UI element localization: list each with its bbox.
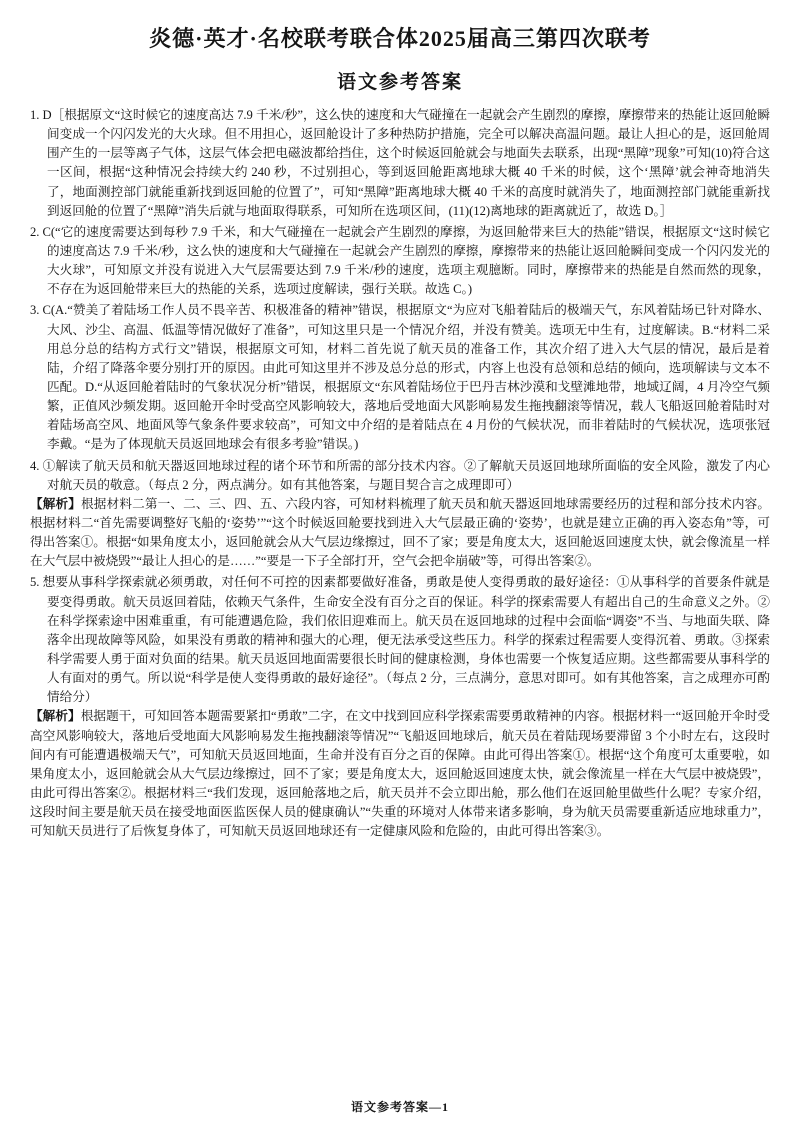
page-footer: 语文参考答案—1 xyxy=(350,1100,449,1114)
answer-paragraph xyxy=(30,223,770,300)
item-number: 5. xyxy=(30,575,40,590)
exam-title: 炎德·英才·名校联考联合体2025届高三第四次联考 xyxy=(149,26,651,51)
answer-paragraph xyxy=(30,106,770,221)
answer-item-4 xyxy=(30,457,770,572)
analysis-paragraph xyxy=(30,707,770,841)
answer-text: C(“它的速度需要达到每秒 7.9 千米，和大气碰撞在一起就会产生剧烈的摩擦，为返回舱带来巨大的热能”错误，根据原文“这时候它的速度高达 7.9 千米/秒，这么快的速度和大气碰撞在一起就会产生剧烈的摩擦，摩擦带来的热能让返回舱瞬间变成一个闪闪发光的大火球”，可知原文并没有说进入大气层需要达到 7.9 千米/秒的速度，选项主观臆断。同时，摩擦带来的热能是自然而然的现象，不存在为返回舱带来巨大的热能的关系，选项过度解读，强行关联。故选 C。) xyxy=(42,224,770,297)
analysis-text: 根据题干，可知回答本题需要紧扣“勇敢”二字，在文中找到回应科学探索需要勇敢精神的内容。根据材料一“返回舱开伞时受高空风影响较大，落地后受地面大风影响易发生拖拽翻滚等情况”“飞船返回地球后，航天员在着陆现场要滞留 3 个小时左右，这段时间内有可能遭遇极端天气”，可知航天员返回地面，生命并没有百分之百的保障。由此可得出答案①。根据“这个角度可太重要啦，如果角度太小，返回舱就会从大气层边缘擦过，回不了家；要是角度太大，返回舱返回速度太快，就会像流星一样在大气层中被烧毁”，由此可得出答案②。根据材料三“我们发现，返回舱落地之后，航天员并不会立即出舱，那么他们在返回舱里做些什么呢？专家介绍，这段时间主要是航天员在接受地面医监医保人员的健康确认”“失重的环境对人体带来诸多影响，身为航天员需要重新适应地球重力”，可知航天员进行了后恢复身体了，可知航天员返回地球还有一定健康风险和危险的，由此可得出答案③。 xyxy=(30,709,770,839)
answers-list xyxy=(30,106,770,843)
answer-text: C(A.“赞美了着陆场工作人员不畏辛苦、积极准备的精神”错误，根据原文“为应对飞船着陆后的极端天气，东风着陆场已针对降水、大风、沙尘、高温、低温等情况做好了准备”，可知这里只是一个情况介绍，并没有赞美。选项无中生有，过度解读。B.“材料二采用总分总的结构方式行文”错误，根据原文可知，材料二首先说了航天员的准备工作，其次介绍了进入大气层的情况，最后是着陆，介绍了降落伞要分别打开的原因。由此可知这里并不涉及总分总的形式，内容上也没有总领和总结的倾向，选项解读与文本不匹配。D.“从返回舱着陆时的气象状况分析”错误，根据原文“东风着陆场位于巴丹吉林沙漠和戈壁滩地带，地域辽阔，4 月冷空气频繁，正值风沙频发期。返回舱开伞时受高空风影响较大，落地后受地面大风影响易发生拖拽翻滚等情况，载人飞船返回舱着陆时对着陆场高空风、地面风等气象条件要求较高”，可知文中介绍的是着陆点在 4 月份的气候状况，而非着陆时的气候状况，选项张冠李戴。“是为了体现航天员返回地球会有很多考验”错误。) xyxy=(42,303,770,452)
page-title: 语文参考答案 xyxy=(336,72,463,93)
analysis-text: 根据材料二第一、二、三、四、五、六段内容，可知材料梳理了航天员和航天器返回地球需要经历的过程和部分技术内容。根据材料二“首先需要调整好飞船的‘姿势’”“这个时候返回舱要找到进入大气层最正确的‘姿势’，也就是建立正确的再入姿态角”等，可得出答案①。根据“如果角度太小，返回舱就会从大气层边缘擦过，回不了家；要是角度太大，返回舱返回速度太快，就会像流星一样在大气层中被烧毁”“最让人担心的是……”“要是一下子全部打开，空气会把伞崩破”等，可得出答案②。 xyxy=(30,496,771,569)
answer-text: ①解读了航天员和航天器返回地球过程的诸个环节和所需的部分技术内容。②了解航天员返回地球所面临的安全风险，激发了内心对航天员的敬意。（每点 2 分，两点满分。如有其他答案，与题目契合言之成理即可） xyxy=(42,458,770,492)
answer-item-5 xyxy=(30,573,770,841)
answer-item-1 xyxy=(30,106,770,221)
answer-paragraph xyxy=(30,573,770,707)
analysis-label: 【解析】 xyxy=(30,496,82,511)
answer-item-2 xyxy=(30,223,770,300)
answer-text: 想要从事科学探索就必须勇敢，对任何不可控的因素都要做好准备，勇敢是使人变得勇敢的最好途径：①从事科学的首要条件就是要变得勇敢。航天员返回着陆，依赖天气条件，生命安全没有百分之百的保证。科学的探索需要人有超出自己的生命意义之外。②在科学探索途中困难重重，有可能遭遇危险，我们依旧迎难而上。航天员在返回地球的过程中会面临“调姿”不当、与地面失联、降落伞出现故障等风险，如果没有勇敢的精神和强大的心理，便无法承受这些压力。科学的探索过程需要人变得沉着、勇敢。③探索科学需要人勇于面对负面的结果。航天员返回地面需要很长时间的健康检测，身体也需要一个恢复适应期。这些都需要从事科学的人有面对的勇气。所以说“科学是使人变得勇敢的最好途径”。（每点 2 分，三点满分，意思对即可。如有其他答案，言之成理亦可酌情给分） xyxy=(42,575,770,705)
item-number: 4. xyxy=(30,458,40,473)
answer-text: D［根据原文“这时候它的速度高达 7.9 千米/秒”，这么快的速度和大气碰撞在一起就会产生剧烈的摩擦，摩擦带来的热能让返回舱瞬间变成一个闪闪发光的大火球。但不用担心，返回舱设计了多种热防护措施，完全可以解决高温问题。最让人担心的是，返回舱周围产生的一层等离子气体，这层气体会把电磁波都给挡住，这个时候返回舱就会与地面失去联系，出现“黑障”现象”可知(10)符合这一区间，根据“这种情况会持续大约 240 秒，不过别担心，等到返回舱距离地球大概 40 千米的时候，这个‘黑障’就会神奇地消失了，地面测控部门就能重新找到返回舱的位置了”，可知“黑障”距离地球大概 40 千米的高度时就消失了，地面测控部门就能重新找到返回舱的位置了“黑障”消失后就与地面取得联系，可知所在选项区间，(11)(12)离地球的距离就近了，故选 D。］ xyxy=(42,108,770,218)
item-number: 3. xyxy=(30,303,40,318)
answer-paragraph xyxy=(30,457,770,495)
analysis-label: 【解析】 xyxy=(30,709,81,724)
answer-paragraph xyxy=(30,301,770,454)
item-number: 2. xyxy=(30,224,40,239)
analysis-paragraph xyxy=(30,495,770,572)
item-number: 1. xyxy=(30,108,40,122)
answer-item-3 xyxy=(30,301,770,454)
